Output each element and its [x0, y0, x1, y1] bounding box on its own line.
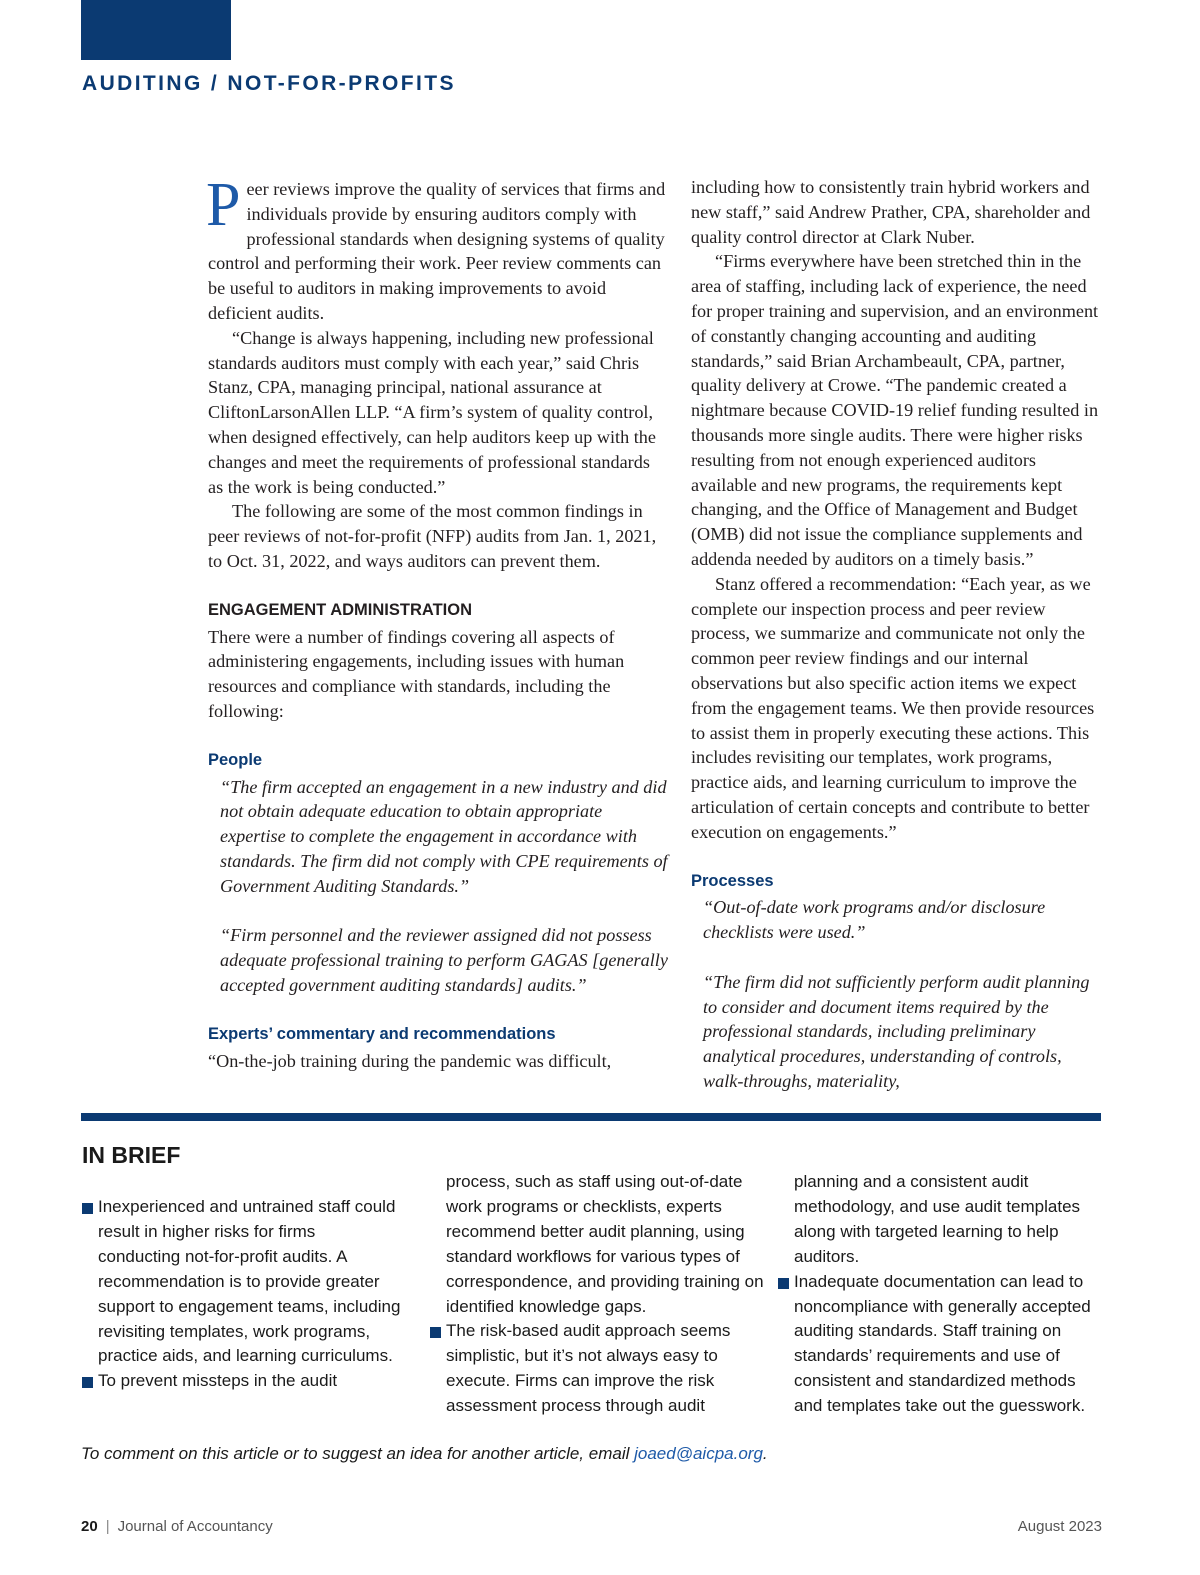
bullet-square-icon	[82, 1203, 93, 1214]
paragraph-findings-intro: The following are some of the most common findings in peer reviews of not-for-profit (NFP) audits from Jan. 1, 2021, to Oct. 31, 2022, and ways auditors can prevent them.	[208, 501, 657, 571]
in-brief-column-1	[82, 1195, 402, 1394]
bullet-square-icon	[778, 1278, 789, 1289]
paragraph-stanz-recommendation: Stanz offered a recommendation: “Each year, as we complete our inspection process and peer review process, we summarize and communicate not only the common peer review findings and our internal observations but also specific action items we expect from the engagement teams. We then provide resources to assist them in properly executing these actions. This includes revisiting our templates, work programs, practice aids, and learning curriculum to improve the articulation of certain concepts and contribute to better execution on engagements.”	[691, 573, 1095, 842]
bullet-square-icon	[430, 1327, 441, 1338]
in-brief-column-2	[430, 1170, 765, 1419]
paragraph-experts-start: “On-the-job training during the pandemic was difficult,	[208, 1050, 612, 1071]
paragraph-engagement: There were a number of findings covering all aspects of administering engagements, including issues with human resources and compliance with standards, including the following:	[208, 626, 625, 721]
page-number: 20	[81, 1518, 98, 1535]
bullet-square-icon	[82, 1377, 93, 1388]
heading-experts-commentary: Experts’ commentary and recommendations	[208, 1024, 556, 1043]
people-quote-2: “Firm personnel and the reviewer assigned did not possess adequate professional training to perform GAGAS [generally accepted government auditing standards] audits.”	[220, 925, 668, 995]
in-brief-divider	[81, 1113, 1101, 1121]
processes-quote-2: “The firm did not sufficiently perform audit planning to consider and document items required by the professional standards, including preliminary analytical procedures, understanding of controls, walk-throughs, materiality,	[703, 971, 1090, 1091]
section-label: AUDITING / NOT-FOR-PROFITS	[82, 72, 456, 95]
in-brief-title: IN BRIEF	[82, 1142, 181, 1168]
paragraph-stanz-quote: “Change is always happening, including new professional standards auditors must comply with each year,” said Chris Stanz, CPA, managing principal, national assurance at CliftonLarsonAllen LLP. “A firm’s system of quality control, when designed effectively, can help auditors keep up with the changes and meet the requirements of professional standards as the work is being conducted.”	[208, 327, 656, 497]
in-brief-bullet-1: Inexperienced and untrained staff could result in higher risks for firms conducting not-for-profit audits. A recommendation is to provide greater support to engagement teams, including revisiting templates, work programs, practice aids, and learning curriculums.	[82, 1195, 402, 1369]
comment-note: To comment on this article or to suggest an idea for another article, email joaed@aicpa.org.	[81, 1444, 768, 1463]
heading-engagement-administration: ENGAGEMENT ADMINISTRATION	[208, 600, 472, 619]
processes-quote-1: “Out-of-date work programs and/or disclosure checklists were used.”	[703, 897, 1046, 943]
footer-left	[81, 1518, 273, 1535]
in-brief-column-3	[778, 1170, 1108, 1419]
footer-separator: |	[105, 1518, 110, 1535]
header-tab-block	[81, 0, 231, 60]
article-column-2	[691, 175, 1103, 1094]
in-brief-bullet-3-continued: planning and a consistent audit methodology, and use audit templates along with targeted learning to help auditors.	[794, 1172, 1081, 1266]
drop-cap: P	[206, 171, 241, 239]
article-column-1	[206, 171, 668, 1073]
email-link[interactable]: joaed@aicpa.org	[634, 1444, 763, 1463]
paragraph-archambeault: “Firms everywhere have been stretched thin in the area of staffing, including lack of experience, the need for proper training and supervision, and an environment of constantly changing accounting and auditing standards,” said Brian Archambeault, CPA, partner, quality delivery at Crowe. “The pandemic created a nightmare because COVID-19 relief funding resulted in thousands more single audits. There were higher risks resulting from not enough experienced auditors available and new programs, the requirements kept changing, and the Office of Management and Budget (OMB) did not issue the compliance supplements and addenda needed by auditors on a timely basis.”	[691, 251, 1099, 569]
paragraph-prather: including how to consistently train hybrid workers and new staff,” said Andrew Prather, CPA, shareholder and quality control director at Clark Nuber.	[691, 177, 1091, 247]
people-quote-1: “The firm accepted an engagement in a new industry and did not obtain adequate education to obtain appropriate expertise to complete the engagement in accordance with standards. The firm did not comply with CPE requirements of Government Auditing Standards.”	[220, 776, 668, 896]
heading-processes: Processes	[691, 871, 774, 890]
in-brief-bullet-2-continued: process, such as staff using out-of-date work programs or checklists, experts recommend better audit planning, using standard workflows for various types of correspondence, and providing training on identified knowledge gaps.	[446, 1172, 764, 1316]
in-brief-bullet-3: The risk-based audit approach seems simplistic, but it’s not always easy to execute. Firms can improve the risk assessment process through audit	[430, 1319, 765, 1419]
publication-name: Journal of Accountancy	[117, 1518, 273, 1535]
in-brief-bullet-4: Inadequate documentation can lead to noncompliance with generally accepted auditing standards. Staff training on standards’ requirements and use of consistent and standardized methods and templates take out the guesswork.	[778, 1270, 1108, 1419]
footer-date: August 2023	[1017, 1518, 1102, 1535]
intro-paragraph: Peer reviews improve the quality of services that firms and individuals provide by ensuring auditors comply with professional standards when designing systems of quality control and performing their work. Peer review comments can be useful to auditors in making improvements to avoid deficient audits.	[206, 171, 666, 323]
heading-people: People	[208, 750, 263, 769]
in-brief-bullet-2: To prevent missteps in the audit	[82, 1369, 402, 1394]
